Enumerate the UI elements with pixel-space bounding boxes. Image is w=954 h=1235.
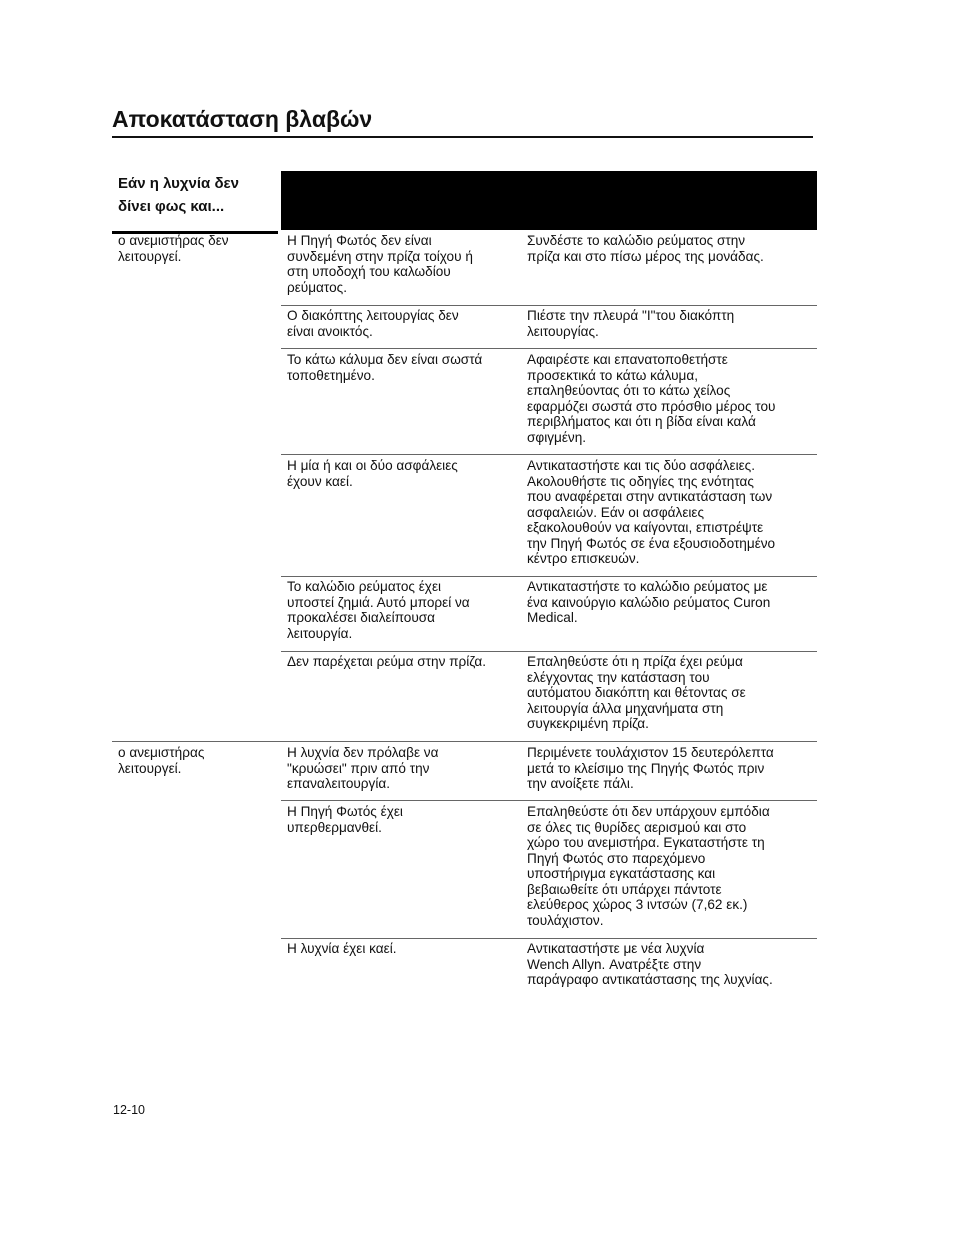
text-line: ένα καινούργιο καλώδιο ρεύματος Curon xyxy=(527,594,771,610)
text-line: έχουν καεί. xyxy=(287,473,353,489)
text-line: λειτουργία. xyxy=(287,625,353,641)
table-header-bar xyxy=(281,171,817,230)
condition-cell xyxy=(118,233,229,264)
text-line: Η Πηγή Φωτός έχει xyxy=(287,804,403,819)
text-line: ελεύθερος χώρος 3 ιντσών (7,62 εκ.) xyxy=(527,897,748,912)
text-line: λειτουργίας. xyxy=(527,323,599,339)
text-line: Δεν παρέχεται ρεύμα στην πρίζα. xyxy=(287,654,487,669)
remedy-cell xyxy=(527,654,746,732)
text-line: Η λυχνία έχει καεί. xyxy=(287,941,397,956)
remedy-cell xyxy=(527,352,775,445)
cause-cell xyxy=(287,745,438,792)
text-line: επαληθεύοντας ότι το κάτω χείλος xyxy=(527,383,731,398)
remedy-cell xyxy=(527,308,734,339)
text-line: Ο διακόπτης λειτουργίας δεν xyxy=(287,308,459,323)
title-underline xyxy=(112,136,813,138)
text-line: κέντρο επισκευών. xyxy=(527,551,640,566)
section-divider xyxy=(112,741,817,742)
text-line: περιβλήματος και ότι η βίδα είναι καλά xyxy=(527,414,756,429)
remedy-cell xyxy=(527,579,770,626)
text-line: τοποθετημένο. xyxy=(287,367,375,383)
cause-cell xyxy=(287,308,459,339)
cause-cell xyxy=(287,458,458,489)
text-line: επαναλειτουργία. xyxy=(287,776,390,791)
text-line: αυτόματου διακόπτη και θέτοντας σε xyxy=(527,685,746,700)
cause-cell xyxy=(287,941,397,957)
row-divider xyxy=(281,938,817,939)
text-line: χώρο του ανεμιστήρα. Εγκαταστήστε τη xyxy=(527,835,765,850)
text-line: Wench Allyn. Ανατρέξτε στην xyxy=(527,956,702,972)
text-line: Αντικαταστήστε με νέα λυχνία xyxy=(527,941,705,956)
text-line: συνδεμένη στην πρίζα τοίχου ή xyxy=(287,248,473,264)
table-header-label xyxy=(118,172,278,218)
text-line: συγκεκριμένη πρίζα. xyxy=(527,716,649,731)
text-line: "κρυώσει" πριν από την xyxy=(287,760,430,776)
text-line: ρεύματος. xyxy=(287,279,347,295)
table-header-line: Εάν η λυχνία δεν xyxy=(118,175,240,192)
row-divider xyxy=(281,576,817,577)
text-line: ο ανεμιστήρας xyxy=(118,745,205,760)
text-line: Το κάτω κάλυμα δεν είναι σωστά xyxy=(287,352,483,367)
row-divider xyxy=(281,651,817,652)
text-line: τουλάχιστον. xyxy=(527,912,604,928)
table-header-left xyxy=(112,171,278,234)
page-number: 12-10 xyxy=(113,1103,145,1117)
text-line: Πιέστε την πλευρά "I"του διακόπτη xyxy=(527,308,735,323)
text-line: υποστήριγμα εγκατάστασης και xyxy=(527,866,716,881)
remedy-cell xyxy=(527,804,770,928)
text-line: ελέγχοντας την κατάσταση του xyxy=(527,669,710,685)
remedy-cell xyxy=(527,233,764,264)
row-divider xyxy=(281,305,817,306)
row-divider xyxy=(281,348,817,349)
text-line: ασφαλειών. Εάν οι ασφάλειες xyxy=(527,504,705,520)
text-line: Medical. xyxy=(527,610,578,625)
text-line: Ακολουθήστε τις οδηγίες της ενότητας xyxy=(527,473,754,489)
text-line: Η Πηγή Φωτός δεν είναι xyxy=(287,233,432,248)
text-line: υπερθερμανθεί. xyxy=(287,819,382,835)
text-line: Αντικαταστήστε και τις δύο ασφάλειες. xyxy=(527,458,755,473)
text-line: Το καλώδιο ρεύματος έχει xyxy=(287,579,442,594)
text-line: Η μία ή και οι δύο ασφάλειες xyxy=(287,458,458,473)
text-line: Αφαιρέστε και επανατοποθετήστε xyxy=(527,352,728,367)
condition-cell xyxy=(118,745,204,776)
text-line: πρίζα και στο πίσω μέρος της μονάδας. xyxy=(527,248,764,264)
text-line: εφαρμόζει σωστά στο πρόσθιο μέρος του xyxy=(527,398,776,414)
text-line: βεβαιωθείτε ότι υπάρχει πάντοτε xyxy=(527,881,722,897)
text-line: εξακολουθούν να καίγονται, επιστρέψτε xyxy=(527,520,764,535)
text-line: λειτουργεί. xyxy=(118,248,182,264)
text-line: μετά το κλείσιμο της Πηγής Φωτός πριν xyxy=(527,760,765,776)
page-title: Αποκατάσταση βλαβών xyxy=(112,106,373,132)
text-line: προσεκτικά το κάτω κάλυμα, xyxy=(527,367,699,383)
row-divider xyxy=(281,454,817,455)
text-line: ο ανεμιστήρας δεν xyxy=(118,233,229,248)
remedy-cell xyxy=(527,941,773,988)
text-line: Περιμένετε τουλάχιστον 15 δευτερόλεπτα xyxy=(527,745,774,760)
text-line: την Πηγή Φωτός σε ένα εξουσιοδοτημένο xyxy=(527,535,776,551)
text-line: την ανοίξετε πάλι. xyxy=(527,776,634,791)
text-line: Επαληθεύστε ότι η πρίζα έχει ρεύμα xyxy=(527,654,743,669)
text-line: λειτουργεί. xyxy=(118,760,182,776)
text-line: υποστεί ζημιά. Αυτό μπορεί να xyxy=(287,594,470,610)
text-line: σφιγμένη. xyxy=(527,429,587,445)
cause-cell xyxy=(287,352,482,383)
table-header-line: δίνει φως και... xyxy=(118,198,225,215)
cause-cell xyxy=(287,233,473,295)
remedy-cell xyxy=(527,745,774,792)
text-line: παράγραφο αντικατάστασης της λυχνίας. xyxy=(527,972,773,987)
text-line: λειτουργία άλλα μηχανήματα στη xyxy=(527,700,724,716)
row-divider xyxy=(281,800,817,801)
text-line: προκαλέσει διαλείπουσα xyxy=(287,610,436,625)
text-line: Συνδέστε το καλώδιο ρεύματος στην xyxy=(527,233,746,248)
remedy-cell xyxy=(527,458,775,567)
text-line: σε όλες τις θυρίδες αερισμού και στο xyxy=(527,819,747,835)
text-line: Η λυχνία δεν πρόλαβε να xyxy=(287,745,439,760)
text-line: Αντικαταστήστε το καλώδιο ρεύματος με xyxy=(527,579,768,594)
text-line: Πηγή Φωτός στο παρεχόμενο xyxy=(527,850,706,866)
cause-cell xyxy=(287,804,403,835)
text-line: που αναφέρεται στην αντικατάσταση των xyxy=(527,489,773,504)
text-line: είναι ανοικτός. xyxy=(287,323,373,339)
text-line: στη υποδοχή του καλωδίου xyxy=(287,264,451,279)
text-line: Επαληθεύστε ότι δεν υπάρχουν εμπόδια xyxy=(527,804,770,819)
cause-cell xyxy=(287,579,470,641)
cause-cell xyxy=(287,654,486,670)
